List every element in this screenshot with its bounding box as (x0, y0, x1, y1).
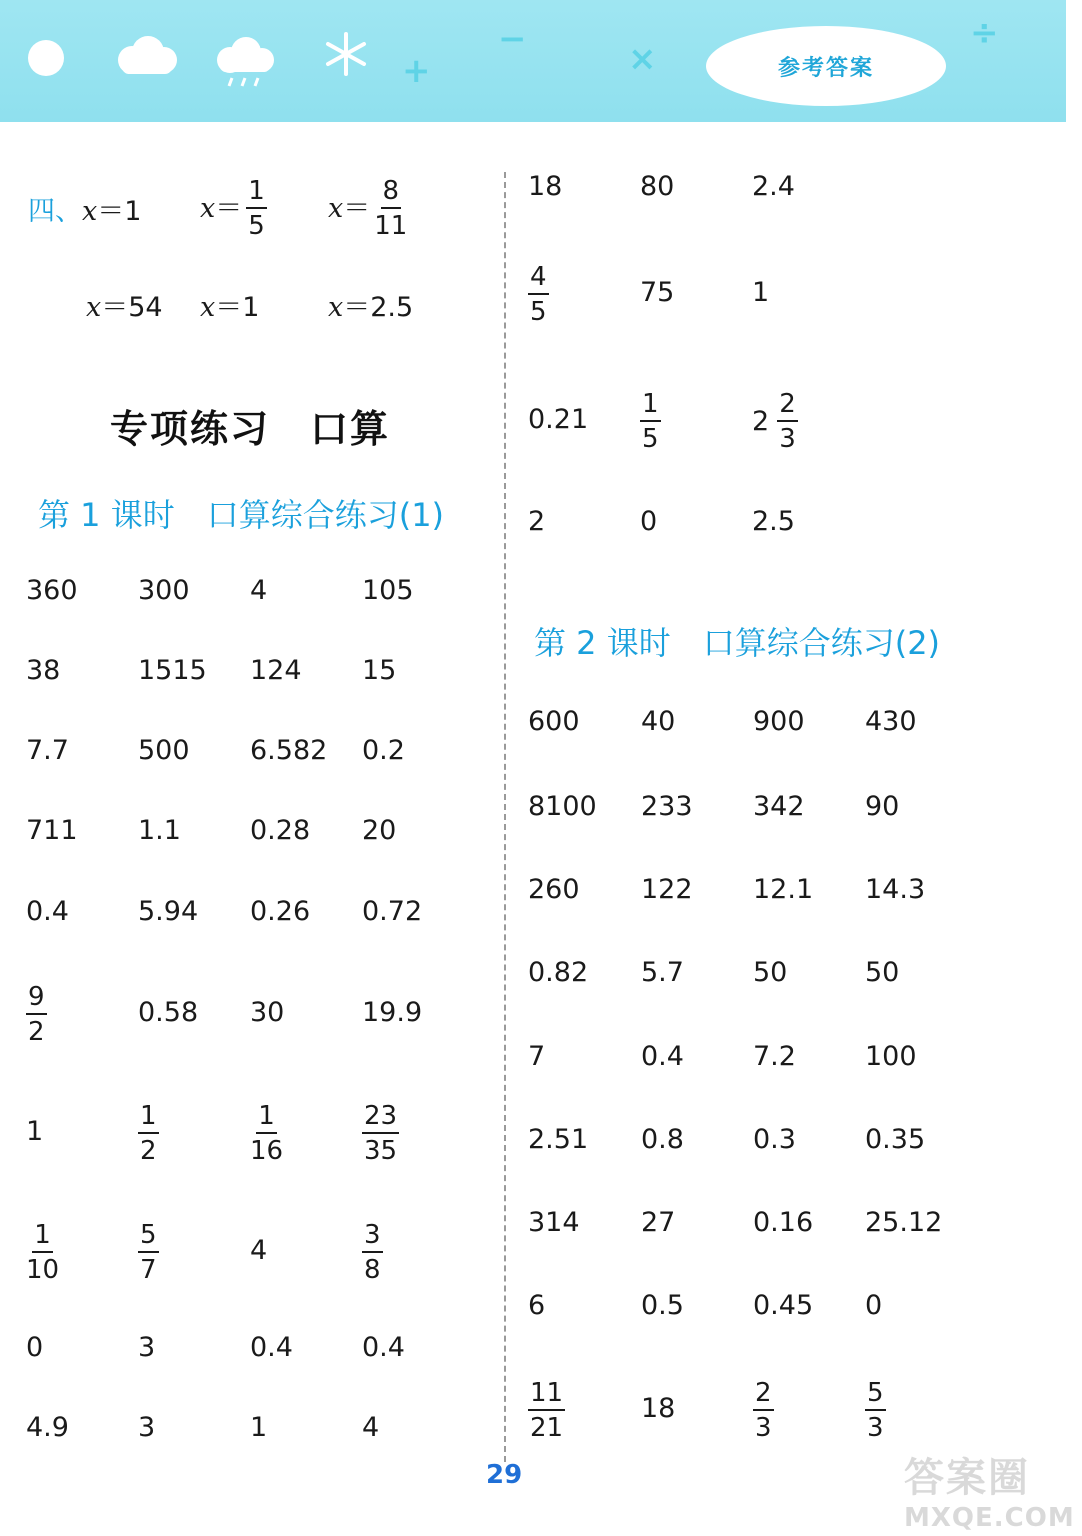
answer-value: 5.94 (138, 896, 199, 927)
lesson1-title: 第 1 课时 口算综合练习(1) (38, 496, 445, 534)
answer-value: 430 (865, 706, 917, 737)
answer-value: 3 (138, 1332, 156, 1363)
answer-value: 80 (640, 171, 675, 202)
sun-icon (28, 40, 64, 76)
answer-value: 1 (752, 277, 770, 308)
header-banner (0, 0, 1066, 122)
answer-value: 15 (362, 655, 397, 686)
answer-value: 342 (753, 791, 805, 822)
answer-value: 0 (865, 1290, 883, 1321)
answer-value: 18 (641, 1393, 676, 1424)
answer-value: 6.582 (250, 735, 328, 766)
answer-value: 0.72 (362, 896, 423, 927)
answer-value: 1 (26, 1116, 44, 1147)
section4-answer: x ＝ 1 (200, 292, 260, 323)
answer-value: 7.7 (26, 735, 69, 766)
answer-value: 1515 (138, 655, 207, 686)
answer-value: 600 (528, 706, 580, 737)
answer-value: 0.26 (250, 896, 311, 927)
answer-value: 0.2 (362, 735, 405, 766)
answer-key-badge: 参考答案 (706, 26, 946, 106)
answer-value: 0.45 (753, 1290, 814, 1321)
answer-value: 0.28 (250, 815, 311, 846)
rain-cloud-icon (210, 36, 280, 90)
answer-value: 0.4 (362, 1332, 405, 1363)
answer-value: 25.12 (865, 1207, 943, 1238)
answer-mixed-number: 2 $\frac{2}{3}$ (752, 389, 796, 454)
answer-value: 4 (250, 1235, 268, 1266)
section4-answer: 四、 x ＝ 1 (28, 196, 142, 227)
section4-answer: x ＝ $\frac{1}{5}$ (200, 176, 265, 241)
answer-value: 0.35 (865, 1124, 926, 1155)
answer-value: 0.8 (641, 1124, 684, 1155)
answer-fraction: $\frac{5}{3}$ (867, 1378, 884, 1443)
answer-value: 2.51 (528, 1124, 589, 1155)
answer-value: 711 (26, 815, 78, 846)
lesson2-title: 第 2 课时 口算综合练习(2) (534, 624, 941, 662)
answer-value: 2.4 (752, 171, 795, 202)
section4-answer: x ＝ $\frac{8}{11}$ (328, 176, 408, 241)
section-title: 专项练习 口算 (110, 407, 391, 451)
answer-value: 2.5 (752, 506, 795, 537)
answer-value: 12.1 (753, 874, 814, 905)
answer-value: 2 (528, 506, 546, 537)
answer-value: 75 (640, 277, 675, 308)
answer-value: 4 (250, 575, 268, 606)
answer-value: 300 (138, 575, 190, 606)
answer-value: 4.9 (26, 1412, 69, 1443)
answer-value: 20 (362, 815, 397, 846)
answer-value: 19.9 (362, 997, 423, 1028)
answer-value: 27 (641, 1207, 676, 1238)
watermark-logo: 答案圈 MXQE.COM (904, 1455, 1075, 1533)
section4-answer: x ＝ 2.5 (328, 292, 414, 323)
answer-value: 233 (641, 791, 693, 822)
fraction: $\frac{1}{5}$ (248, 176, 265, 241)
answer-value: 122 (641, 874, 693, 905)
answer-fraction: $\frac{1}{16}$ (250, 1101, 284, 1166)
answer-fraction: $\frac{23}{35}$ (364, 1101, 398, 1166)
answer-value: 0.5 (641, 1290, 684, 1321)
answer-value: 124 (250, 655, 302, 686)
answer-fraction: $\frac{9}{2}$ (28, 982, 45, 1047)
answer-fraction: $\frac{2}{3}$ (755, 1378, 772, 1443)
divide-icon: ÷ (970, 13, 999, 53)
minus-icon: − (498, 19, 527, 59)
answer-value: 100 (865, 1041, 917, 1072)
answer-value: 30 (250, 997, 285, 1028)
answer-value: 40 (641, 706, 676, 737)
answer-value: 14.3 (865, 874, 926, 905)
answer-value: 1 (250, 1412, 268, 1443)
answer-fraction: $\frac{1}{10}$ (26, 1220, 60, 1285)
answer-value: 0.4 (26, 896, 69, 927)
answer-value: 0.4 (250, 1332, 293, 1363)
answer-value: 260 (528, 874, 580, 905)
answer-fraction: $\frac{3}{8}$ (364, 1220, 381, 1285)
answer-value: 0.82 (528, 957, 589, 988)
answer-value: 1.1 (138, 815, 181, 846)
answer-fraction: $\frac{1}{2}$ (140, 1101, 157, 1166)
times-icon: × (628, 39, 657, 79)
answer-value: 0.4 (641, 1041, 684, 1072)
answer-value: 6 (528, 1290, 546, 1321)
answer-fraction: $\frac{1}{5}$ (642, 389, 659, 454)
snowflake-icon (322, 30, 370, 78)
answer-value: 360 (26, 575, 78, 606)
answer-value: 0.58 (138, 997, 199, 1028)
answer-value: 3 (138, 1412, 156, 1443)
answer-fraction: $\frac{11}{21}$ (530, 1378, 564, 1443)
answer-value: 38 (26, 655, 61, 686)
section4-answer: x ＝ 54 (86, 292, 163, 323)
answer-fraction: $\frac{4}{5}$ (530, 262, 547, 327)
answer-value: 500 (138, 735, 190, 766)
answer-value: 7 (528, 1041, 546, 1072)
answer-value: 0.16 (753, 1207, 814, 1238)
plus-icon: + (402, 51, 431, 91)
cloud-icon (112, 34, 180, 78)
fraction: $\frac{8}{11}$ (374, 176, 408, 241)
answer-value: 50 (753, 957, 788, 988)
answer-value: 5.7 (641, 957, 684, 988)
answer-value: 105 (362, 575, 414, 606)
answer-value: 900 (753, 706, 805, 737)
answer-value: 7.2 (753, 1041, 796, 1072)
answer-value: 50 (865, 957, 900, 988)
answer-value: 0 (640, 506, 658, 537)
section4-label: 四、 (28, 196, 82, 227)
answer-value: 0.21 (528, 404, 589, 435)
answer-value: 0 (26, 1332, 44, 1363)
answer-value: 0.3 (753, 1124, 796, 1155)
answer-value: 4 (362, 1412, 380, 1443)
answer-fraction: $\frac{5}{7}$ (140, 1220, 157, 1285)
answer-value: 18 (528, 171, 563, 202)
answer-value: 314 (528, 1207, 580, 1238)
answer-value: 8100 (528, 791, 597, 822)
page-number: 29 (486, 1460, 523, 1490)
answer-value: 90 (865, 791, 900, 822)
column-divider (504, 172, 506, 1462)
